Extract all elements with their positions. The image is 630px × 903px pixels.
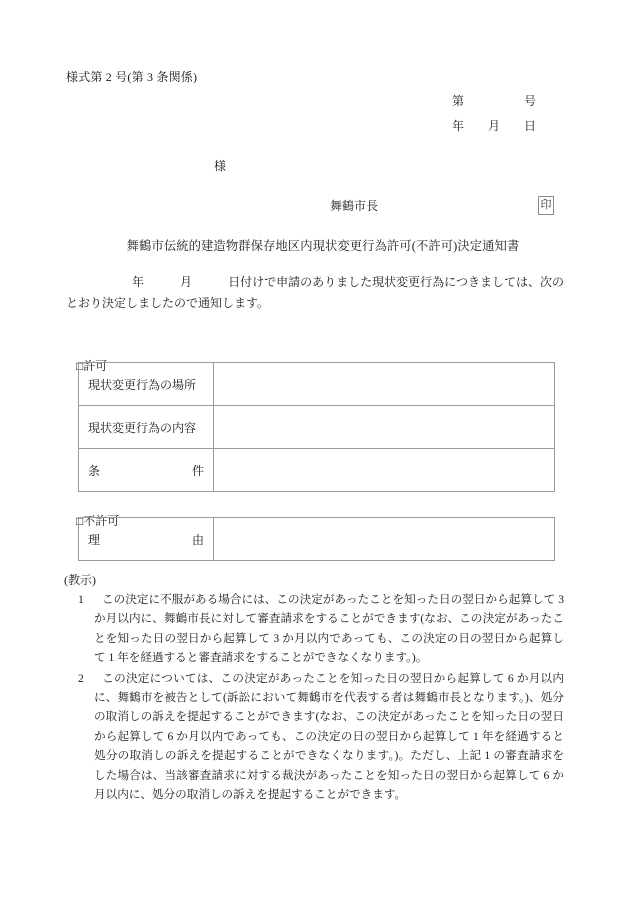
list-item	[64, 590, 564, 668]
issuer-row	[330, 196, 554, 215]
row-label-text: 現状変更行為の場所	[88, 377, 197, 392]
row-label-reason	[79, 518, 214, 561]
checkbox-permit-label: 許可	[83, 359, 108, 373]
table-row	[79, 449, 555, 492]
row-label-text	[88, 462, 204, 479]
instructions-heading: (教示)	[64, 573, 96, 587]
list-item-text	[94, 669, 564, 805]
table-row	[79, 363, 555, 406]
row-value-content[interactable]	[214, 406, 555, 449]
row-label-text: 現状変更行為の内容	[88, 420, 197, 435]
document-date-field: 年 月 日	[452, 119, 537, 133]
row-label-right: 件	[191, 463, 204, 478]
row-value-conditions[interactable]	[214, 449, 555, 492]
list-item-body: この決定に不服がある場合には、この決定があったことを知った日の翌日から起算して 3 か月以内に、舞鶴市長に対して審査請求をすることができます(なお、この決定があったことを知った日の翌日から起算して 3 か月以内であっても、この決定の日の翌日から起算して 1 年を経過すると審査請求をすることができなくなります。)。	[94, 593, 564, 665]
list-item-number: 2	[78, 671, 84, 685]
row-label-place	[79, 363, 214, 406]
list-item-text	[94, 590, 564, 668]
document-number-field: 第 号	[452, 94, 537, 108]
list-item-body: この決定については、この決定があったことを知った日の翌日から起算して 6 か月以内に、舞鶴市を被告として(訴訟において舞鶴市を代表する者は舞鶴市長となります。)、処分の取消しの訴えを提起することができます(なお、この決定があったことを知った日の翌日から起算して 6 か月以内であっても、この決定の日の翌日から起算して 1 年を経過すると処分の取消しの訴えを提起することができなくなります。)。ただし、上記 1 の審査請求をした場合は、当該審査請求に対する裁決があったことを知った日の翌日から起算して 6 か月以内に、処分の取消しの訴えを提起することができます。	[94, 671, 564, 802]
seal-stamp-box: 印	[538, 196, 554, 215]
instructions-list	[64, 590, 564, 805]
table-row	[79, 406, 555, 449]
addressee-line: 様	[214, 159, 227, 173]
row-value-reason[interactable]	[214, 518, 555, 561]
issuer-name: 舞鶴市長	[330, 199, 379, 213]
row-label-conditions	[79, 449, 214, 492]
row-label-left: 理	[88, 532, 101, 547]
row-label-content	[79, 406, 214, 449]
checkbox-denial-label: 不許可	[83, 514, 120, 528]
permit-details-table	[78, 362, 555, 492]
list-item-number: 1	[78, 593, 84, 606]
row-label-right: 由	[191, 532, 204, 547]
body-date-blank: 年 月	[132, 275, 229, 289]
denial-details-table	[78, 517, 555, 561]
checkbox-permit-box[interactable]: □	[76, 359, 84, 373]
document-title: 舞鶴市伝統的建造物群保存地区内現状変更行為許可(不許可)決定通知書	[126, 239, 520, 253]
table-row	[79, 518, 555, 561]
row-value-place[interactable]	[214, 363, 555, 406]
row-label-text	[88, 531, 204, 548]
checkbox-denial-box[interactable]: □	[76, 514, 84, 528]
body-paragraph	[66, 272, 564, 314]
row-label-left: 条	[88, 463, 101, 478]
body-text: 日付けで申請のありました現状変更行為につきましては、次のとおり決定しましたので通知します。	[66, 275, 564, 310]
form-number: 様式第 2 号(第 3 条関係)	[66, 70, 198, 84]
list-item	[64, 669, 564, 805]
